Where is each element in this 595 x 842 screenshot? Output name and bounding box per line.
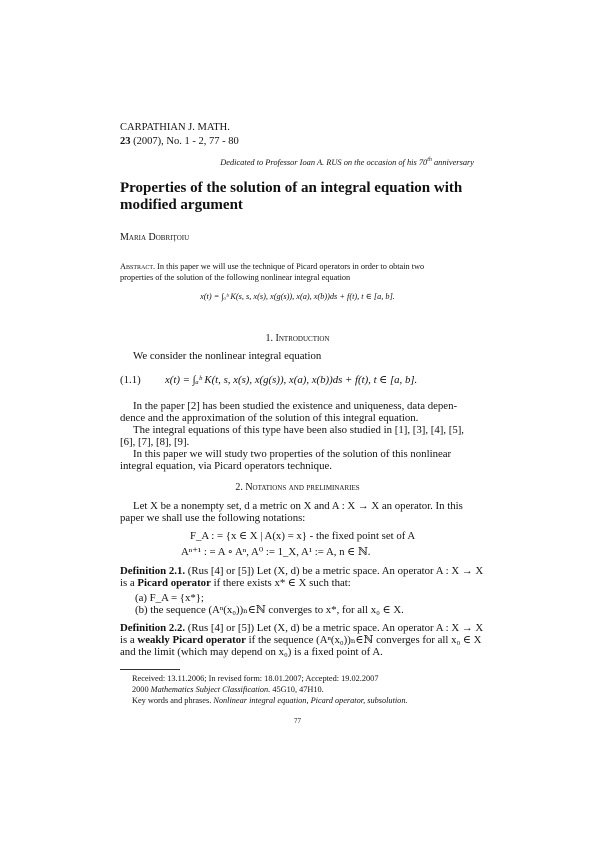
abstract-label: Abstract. (120, 262, 156, 271)
iterates-notation: Aⁿ⁺¹ : = A ∘ Aⁿ, A⁰ := 1_X, A¹ := A, n ∈ ℕ. (181, 546, 371, 558)
equation-label-1-1: (1.1) (120, 374, 141, 386)
footnote-msc: 2000 Mathematics Subject Classification. 45G10, 47H10. (132, 685, 324, 694)
definition-2-1-line2: is a Picard operator if there exists x* ∈ X such that: (120, 577, 351, 589)
definition-2-1-item-a: (a) F_A = {x*}; (135, 592, 204, 604)
footnote-keywords: Key words and phrases. Nonlinear integral equation, Picard operator, subsolution. (132, 696, 408, 705)
paper-title-line2: modified argument (120, 197, 243, 213)
para2-line2: [6], [7], [8], [9]. (120, 436, 190, 448)
definition-2-1-label: Definition 2.1. (120, 565, 186, 577)
para3-line2: integral equation, via Picard operators technique. (120, 460, 332, 472)
weakly-picard-operator-term: weakly Picard operator (137, 634, 246, 646)
definition-2-2-label: Definition 2.2. (120, 622, 186, 634)
equation-1-1: x(t) = ∫ₐᵇ K(t, s, x(s), x(g(s)), x(a), x(b))ds + f(t), t ∈ [a, b]. (165, 374, 418, 386)
para1-line2: dence and the approximation of the solution of this integral equation. (120, 412, 419, 424)
paper-title-line1: Properties of the solution of an integral equation with (120, 180, 463, 196)
para1-line1: In the paper [2] has been studied the existence and uniqueness, data depen- (133, 400, 458, 412)
section1-heading: 1. Introduction (265, 333, 330, 344)
journal-issue: (2007), No. 1 - 2, 77 - 80 (130, 136, 239, 147)
definition-2-2-line1: Definition 2.2. (Rus [4] or [5]) Let (X, d) be a metric space. An operator A : X → X (120, 622, 484, 634)
page-number: 77 (294, 717, 301, 725)
definition-2-1-line1: Definition 2.1. (Rus [4] or [5]) Let (X, d) be a metric space. An operator A : X → X (120, 565, 484, 577)
section1-intro: We consider the nonlinear integral equation (133, 350, 322, 362)
abstract-line1: Abstract. In this paper we will use the technique of Picard operators in order to obtain two (120, 262, 425, 271)
author-name: Maria Dobriţoiu (120, 232, 190, 243)
definition-2-1-item-b: (b) the sequence (Aⁿ(x₀))ₙ∈ℕ converges to x*, for all x₀ ∈ X. (135, 604, 404, 616)
dedication: Dedicated to Professor Ioan A. RUS on the occasion of his 70th anniversary (220, 157, 474, 167)
footnote-rule (120, 669, 180, 670)
definition-2-2-line2: is a weakly Picard operator if the sequence (Aⁿ(x₀))ₙ∈ℕ converges for all x₀ ∈ X (120, 634, 482, 646)
footnote-received: Received: 13.11.2006; In revised form: 18.01.2007; Accepted: 19.02.2007 (132, 674, 379, 683)
journal-name: CARPATHIAN J. MATH. (120, 122, 230, 133)
fixed-point-set-notation: F_A : = {x ∈ X | A(x) = x} - the fixed point set of A (190, 530, 416, 542)
journal-volume-line (120, 136, 239, 147)
definition-2-2-line3: and the limit (which may depend on x₀) is a fixed point of A. (120, 646, 383, 658)
section2-intro-line2: paper we shall use the following notations: (120, 512, 306, 524)
para2-line1: The integral equations of this type have been also studied in [1], [3], [4], [5], (133, 424, 465, 436)
journal-volume: 23 (120, 136, 131, 147)
para3-line1: In this paper we will study two properties of the solution of this nonlinear (133, 448, 452, 460)
abstract-equation: x(t) = ∫ₐᵇ K(s, s, x(s), x(g(s)), x(a), x(b))ds + f(t), t ∈ [a, b]. (200, 292, 395, 301)
abstract-line2: properties of the solution of the following nonlinear integral equation (120, 273, 351, 282)
section2-heading: 2. Notations and preliminaries (235, 482, 360, 493)
section2-intro-line1: Let X be a nonempty set, d a metric on X and A : X → X an operator. In this (133, 500, 463, 512)
picard-operator-term: Picard operator (137, 577, 211, 589)
